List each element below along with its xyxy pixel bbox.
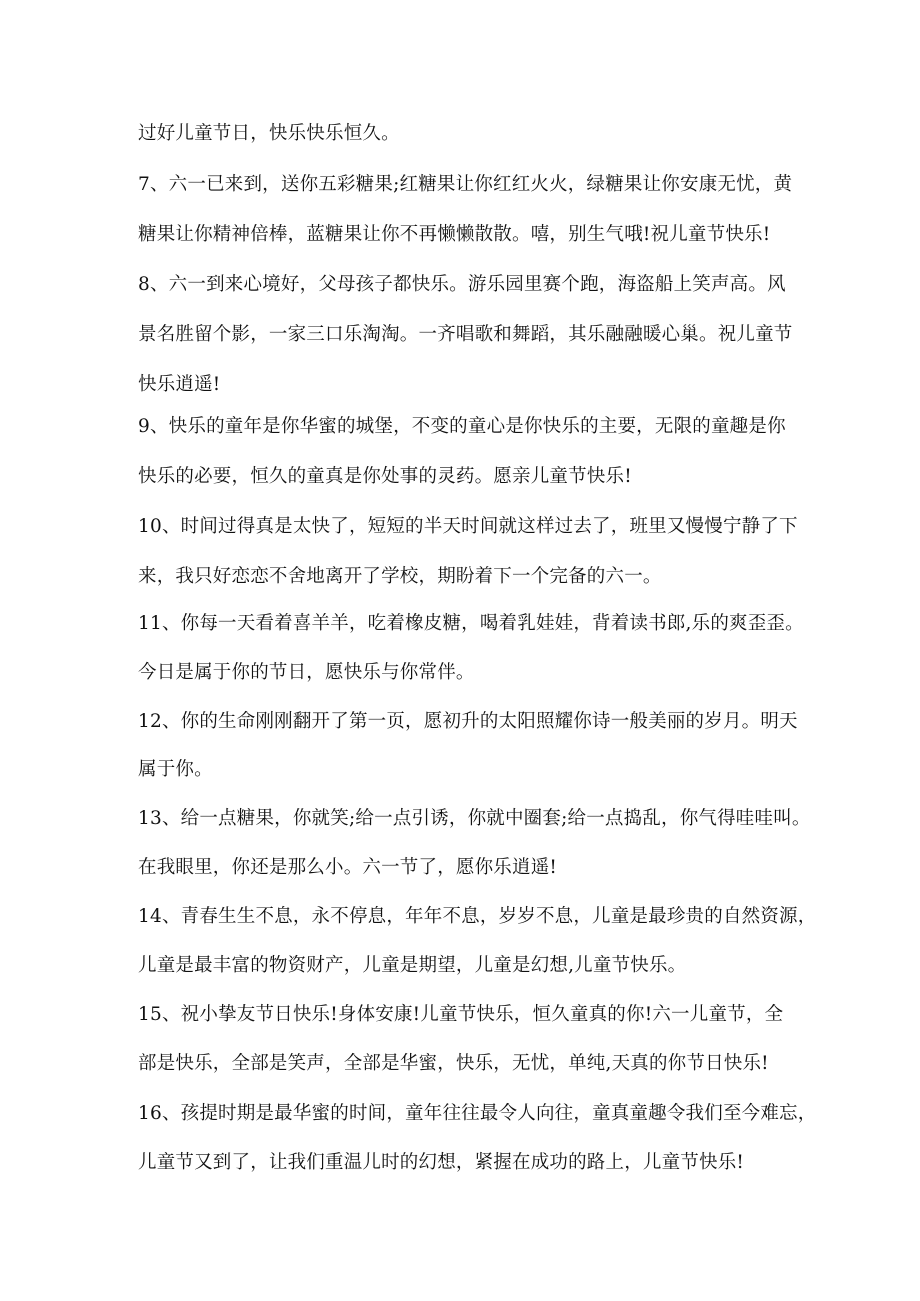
text-line: 今日是属于你的节日，愿快乐与你常伴。 bbox=[138, 662, 475, 683]
text-line: 在我眼里，你还是那么小。六一节了，愿你乐逍遥! bbox=[138, 857, 558, 878]
text-line: 过好儿童节日，快乐快乐恒久。 bbox=[138, 123, 400, 144]
text-line: 8、六一到来心境好，父母孩子都快乐。游乐园里赛个跑，海盗船上笑声高。风 bbox=[138, 274, 786, 295]
text-line: 来，我只好恋恋不舍地离开了学校，期盼着下一个完备的六一。 bbox=[138, 566, 662, 587]
text-line: 景名胜留个影，一家三口乐淘淘。一齐唱歌和舞蹈，其乐融融暖心巢。祝儿童节 bbox=[138, 324, 793, 345]
text-line: 糖果让你精神倍棒，蓝糖果让你不再懒懒散散。嘻，别生气哦!祝儿童节快乐! bbox=[138, 224, 771, 245]
text-line: 16、孩提时期是最华蜜的时间，童年往往最令人向往，童真童趣令我们至今难忘， bbox=[138, 1103, 817, 1124]
text-line: 9、快乐的童年是你华蜜的城堡，不变的童心是你快乐的主要，无限的童趣是你 bbox=[138, 416, 786, 437]
text-line: 14、青春生生不息，永不停息，年年不息，岁岁不息，儿童是最珍贵的自然资源， bbox=[138, 906, 817, 927]
text-line: 12、你的生命刚刚翻开了第一页，愿初升的太阳照耀你诗一般美丽的岁月。明天 bbox=[138, 711, 798, 732]
text-line: 儿童是最丰富的物资财产，儿童是期望，儿童是幻想,儿童节快乐。 bbox=[138, 955, 687, 976]
text-line: 15、祝小挚友节日快乐!身体安康!儿童节快乐，恒久童真的你!六一儿童节，全 bbox=[138, 1004, 784, 1025]
text-line: 快乐的必要，恒久的童真是你处事的灵药。愿亲儿童节快乐! bbox=[138, 466, 632, 487]
text-line: 13、给一点糖果，你就笑;给一点引诱，你就中圈套;给一点捣乱，你气得哇哇叫。 bbox=[138, 808, 811, 829]
text-line: 快乐逍遥! bbox=[138, 374, 221, 395]
text-line: 部是快乐，全部是笑声，全部是华蜜，快乐，无忧，单纯,天真的你节日快乐! bbox=[138, 1053, 769, 1074]
text-line: 11、你每一天看着喜羊羊，吃着橡皮糖，喝着乳娃娃，背着读书郎,乐的爽歪歪。 bbox=[138, 613, 804, 634]
text-line: 10、时间过得真是太快了，短短的半天时间就这样过去了，班里又慢慢宁静了下 bbox=[138, 516, 798, 537]
text-line: 7、六一已来到，送你五彩糖果;红糖果让你红红火火，绿糖果让你安康无忧，黄 bbox=[138, 174, 793, 195]
text-line: 属于你。 bbox=[138, 759, 213, 780]
text-line: 儿童节又到了，让我们重温儿时的幻想，紧握在成功的路上，儿童节快乐! bbox=[138, 1152, 745, 1173]
